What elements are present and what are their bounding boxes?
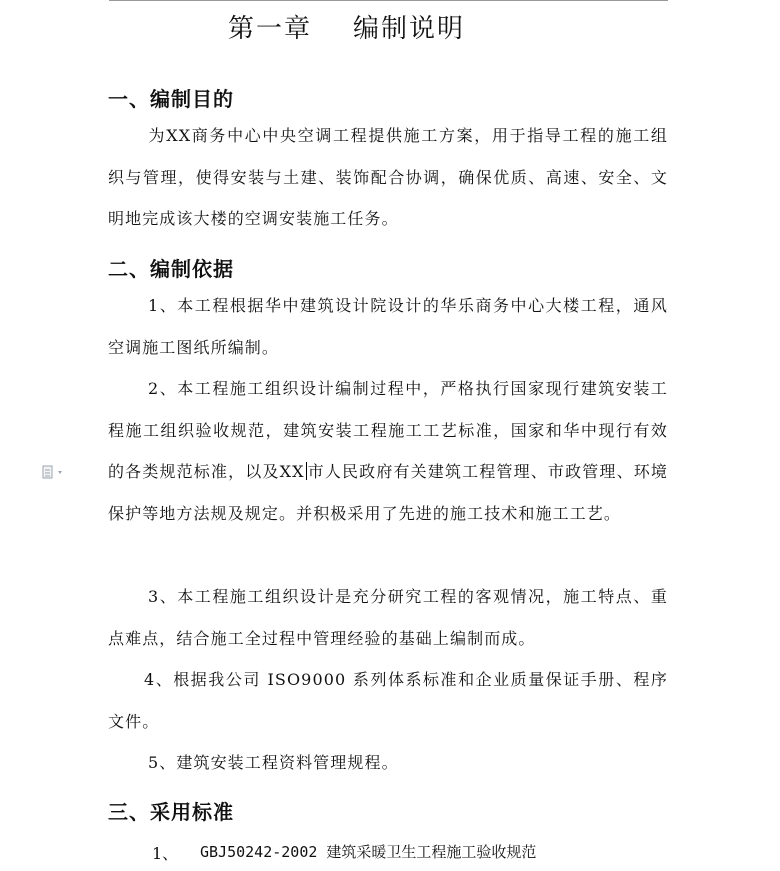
paragraph-text: 5、建筑安装工程资料管理规程。 (148, 753, 399, 772)
paragraph-basis-1 (108, 285, 668, 368)
section-heading-purpose: 一、编制目的 (108, 87, 234, 111)
standard-text: GBJ50242-2002 建筑采暖卫生工程施工验收规范 (200, 843, 537, 861)
section-heading-basis: 二、编制依据 (108, 257, 234, 281)
paragraph-basis-3 (108, 576, 668, 659)
paragraph-purpose (108, 115, 668, 240)
document-options-icon[interactable] (40, 464, 60, 478)
text-cursor (306, 462, 307, 480)
header-rule (109, 0, 668, 1)
paragraph-text: 1、本工程根据华中建筑设计院设计的华乐商务中心大楼工程，通风空调施工图纸所编制。 (108, 296, 668, 357)
standard-item (152, 841, 537, 864)
paragraph-basis-2 (108, 368, 668, 534)
paragraph-text: 3、本工程施工组织设计是充分研究工程的客观情况，施工特点、重点难点，结合施工全过程中管理经验的基础上编制而成。 (108, 587, 668, 648)
paragraph-basis-5 (108, 742, 668, 784)
paragraph-text: 4、根据我公司 ISO9000 系列体系标准和企业质量保证手册、程序文件。 (108, 670, 668, 731)
standard-number: 1、 (152, 844, 179, 863)
section-heading-standards: 三、采用标准 (108, 800, 234, 824)
paragraph-text-cont: 市人民政府有关建筑工程管理、市政管理、环境保护等地方法规及规定。并积极采用了先进的施工技术和施工工艺。 (108, 462, 669, 523)
paragraph-basis-4 (108, 659, 668, 742)
chapter-title: 第一章 编制说明 (228, 14, 466, 44)
paragraph-text: 为XX商务中心中央空调工程提供施工方案，用于指导工程的施工组织与管理，使得安装与土建、装饰配合协调，确保优质、高速、安全、文明地完成该大楼的空调安装施工任务。 (108, 126, 668, 228)
paragraph-text: 2、本工程施工组织设计编制过程中，严格执行国家现行建筑安装工程施工组织验收规范，建筑安装工程施工工艺标准，国家和华中现行有效的各类规范标准，以及XX (108, 379, 668, 481)
